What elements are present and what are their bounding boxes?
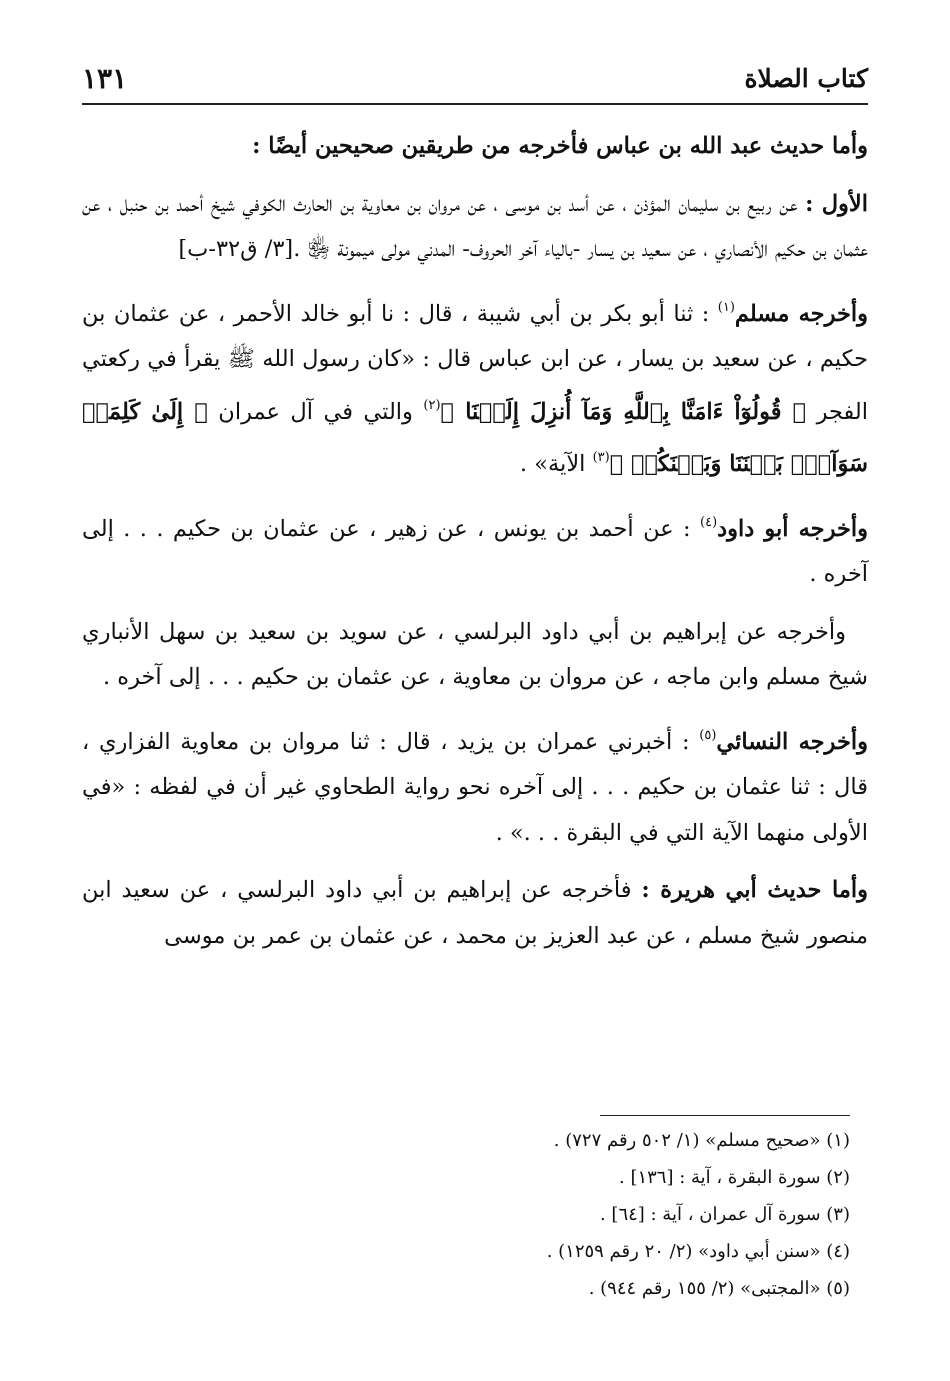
footnote: (٢) سورة البقرة ، آية : [١٣٦] . [619, 1167, 850, 1188]
paragraph [82, 285, 868, 488]
paragraph-lead: وأخرجه مسلم [734, 300, 869, 327]
footnote-separator [600, 1115, 850, 1116]
paragraph [82, 124, 868, 170]
paragraph-text: عن ربيع بن سليمان المؤذن ، عن أسد بن موسى ، عن مروان بن معاوية بن الحارث الكوفي شيخ أحمد بن حنبل ، عن عثمان بن حكيم الأنصاري ، عن سعيد بن يسار -بالياء آخر الحروف- المدني مولى ميمونة ﵂ .[٣/ ق٣٢-ب] [82, 190, 868, 262]
footnote-ref: (٤) [700, 514, 718, 530]
paragraph [82, 182, 868, 273]
quran-verse: ﴿ قُولُوٓاْ ءَامَنَّا بِٱللَّهِ وَمَآ أُنزِلَ إِلَيۡنَا ﴾ [440, 398, 807, 425]
paragraph-text: : ثنا أبو بكر بن أبي شيبة ، قال : نا أبو خالد الأحمر ، عن عثمان بن حكيم ، عن سعيد بن يسار ، عن ابن عباس قال : «كان رسول الله ﷺ يقرأ في ركعتي الفجر [82, 300, 869, 425]
body-text [82, 124, 868, 971]
paragraph-lead: وأخرجه أبو داود [717, 515, 869, 542]
footnote-ref: (٣) [592, 450, 610, 465]
paragraph [82, 713, 868, 857]
footnote-ref: (٢) [423, 397, 441, 413]
quran-verse: ﴿ إِلَىٰ كَلِمَةٖ سَوَآءِۭ بَيۡنَنَا وَبَيۡنَكُمۡ ﴾ [82, 398, 868, 477]
paragraph-text: الآية» . [519, 451, 586, 477]
footnote-ref: (٥) [699, 727, 717, 743]
paragraph [82, 500, 868, 598]
paragraph-text: : عن أحمد بن يونس ، عن زهير ، عن عثمان بن حكيم . . . إلى آخره . [82, 515, 868, 587]
running-title: كتاب الصلاة [744, 63, 868, 93]
paragraph [82, 610, 868, 701]
page-number: ١٣١ [82, 61, 128, 95]
footnote: (١) «صحيح مسلم» (١/ ٥٠٢ رقم ٧٢٧) . [553, 1130, 850, 1151]
footnote-ref: (١) [717, 299, 735, 315]
paragraph-text: وأخرجه عن إبراهيم بن أبي داود البرلسي ، عن سويد بن سعيد بن سهل الأنباري شيخ مسلم وابن ماجه ، عن مروان بن معاوية ، عن عثمان بن حكيم . . . إلى آخره . [82, 618, 868, 690]
footnote: (٣) سورة آل عمران ، آية : [٦٤] . [599, 1204, 850, 1225]
footnote: (٤) «سنن أبي داود» (٢/ ٢٠ رقم ١٢٥٩) . [546, 1241, 850, 1262]
paragraph-lead: وأخرجه النسائي [716, 728, 868, 755]
paragraph-text: والتي في آل عمران [218, 398, 413, 425]
paragraph-lead: وأما حديث أبي هريرة : [641, 877, 869, 903]
footnotes [82, 1122, 850, 1307]
paragraph-text: فأخرجه عن إبراهيم بن أبي داود البرلسي ، عن سعيد ابن منصور شيخ مسلم ، عن عبد العزيز بن محمد ، عن عثمان بن عمر بن موسى [82, 877, 868, 949]
footnote: (٥) «المجتبى» (٢/ ١٥٥ رقم ٩٤٤) . [588, 1278, 850, 1299]
paragraph-text: : أخبرني عمران بن يزيد ، قال : ثنا مروان بن معاوية الفزاري ، قال : ثنا عثمان بن حكيم . . . إلى آخره نحو رواية الطحاوي غير أن في لفظه : «في الأولى منهما الآية التي في البقرة . . .» . [82, 728, 868, 846]
paragraph-lead: وأما حديث عبد الله بن عباس فأخرجه من طريقين صحيحين أيضًا : [252, 133, 868, 159]
paragraph [82, 868, 868, 959]
header-rule [82, 103, 868, 105]
page-header [82, 58, 868, 98]
paragraph-lead: الأول : [805, 190, 868, 217]
